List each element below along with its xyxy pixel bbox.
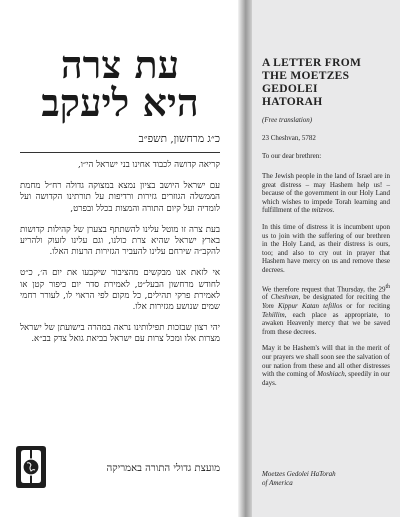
hebrew-date: כ״ג מרחשון, תשפ״ב — [138, 133, 220, 145]
english-text: , be designated for reciting the — [298, 293, 390, 302]
english-text-italic: Tehillim — [262, 310, 285, 319]
english-text: of — [262, 293, 271, 302]
english-signature — [262, 470, 390, 487]
english-title — [262, 57, 392, 109]
english-paragraph-2: In this time of distress it is incumbent upon us to join with the suffering of our brethren in the Holy Land, as their distress is ours, too; and also to cry out in prayer that Hashem have mercy on us and remove these decrees. — [262, 222, 390, 274]
english-text-italic: mitzvos. — [311, 206, 335, 215]
hebrew-paragraph: בעת צרה זו מוטל עלינו להשתתף בצערן של קהילות קדושות בארץ ישראל שהיא צרת כולנו, וגם עלינו לזעוק ולהריע להקב״ה שירחם עלינו להעביר הגזירות הרעות האלו. — [20, 224, 220, 258]
english-signature-line: of America — [262, 478, 293, 487]
english-text: The Jewish people in the land of Israel are in great distress – may Hashem help us! – because of the government in our Holy Land which wishes to impede Torah learning and fulfillment of the — [262, 172, 390, 215]
hebrew-title-line-2: היא ליעקב — [41, 80, 199, 125]
english-text: We therefore request that Thursday, the 29 — [262, 284, 386, 293]
english-title-line: THE MOETZES — [262, 70, 350, 82]
hebrew-title — [20, 42, 220, 125]
english-text: , each place as appropriate, to awaken Heavenly mercy that we be saved from these decrees. — [262, 310, 390, 336]
torah-globe-emblem-icon — [14, 445, 48, 489]
hebrew-divider — [20, 152, 220, 153]
english-body — [262, 172, 390, 395]
hebrew-paragraph: קריאה קדושה לכבוד אחינו בני ישראל הי״ו, — [77, 160, 220, 170]
english-text: May it be Hashem's will that in the merit of our prayers we shall soon see the salvation of our nation from these and all other distresses with the coming of — [262, 344, 390, 379]
english-title-line: A LETTER FROM — [262, 57, 362, 69]
english-paragraph-4 — [262, 344, 390, 387]
english-paragraph-1 — [262, 172, 390, 215]
english-superscript: th — [385, 283, 390, 290]
english-title-line: HATORAH — [262, 96, 323, 108]
english-greeting: To our dear brethren: — [262, 152, 322, 160]
hebrew-title-line-1: עת צרה — [60, 42, 180, 87]
english-text-italic: Moshiach — [317, 370, 345, 379]
english-paragraph-3 — [262, 283, 390, 337]
page-fold-shadow — [238, 0, 252, 517]
english-date: 23 Cheshvan, 5782 — [262, 134, 316, 142]
hebrew-signature: מועצת גדולי התורה באמריקה — [106, 463, 220, 474]
hebrew-paragraph: אי לזאת אנו מבקשים מהציבור שיקבעו את יום ה׳, כ״ט לחודש מרחשון הבעל״ט, לאמירת סדר יום כיפור קטן או לאמירת פרקי תהילים, כל מקום לפי הראוי לו, לעורר רחמי שמים שנושע מגזירות אלו. — [20, 268, 220, 313]
hebrew-paragraph: עם ישראל היושב בציון נמצא במצוקה גדולה רח״ל מחמת הממשלה הגוזרים גזירות ורדיפות על תורתינו הקדושה ועל לומדיה ועל קיום התורה והמצות בכלל ובפרט, — [20, 181, 220, 214]
english-text: , speedily in our days. — [262, 370, 391, 387]
english-text-italic: Yom Kippur Katan tefillos — [262, 302, 343, 311]
english-title-line: GEDOLEI — [262, 83, 318, 95]
english-signature-line: Moetzes Gedolei HaTorah — [262, 470, 336, 478]
english-text-italic: Cheshvan — [270, 293, 299, 302]
english-text: or for reciting — [342, 302, 390, 311]
english-subtitle: (Free translation) — [262, 116, 313, 124]
hebrew-body — [20, 160, 220, 356]
hebrew-paragraph: יהי רצון שבזכות תפילותינו נראה במהרה בישועתן של ישראל מצרות אלו ומכל צרות עם ישראל בביאת גואל צדק בב״א. — [20, 323, 220, 345]
